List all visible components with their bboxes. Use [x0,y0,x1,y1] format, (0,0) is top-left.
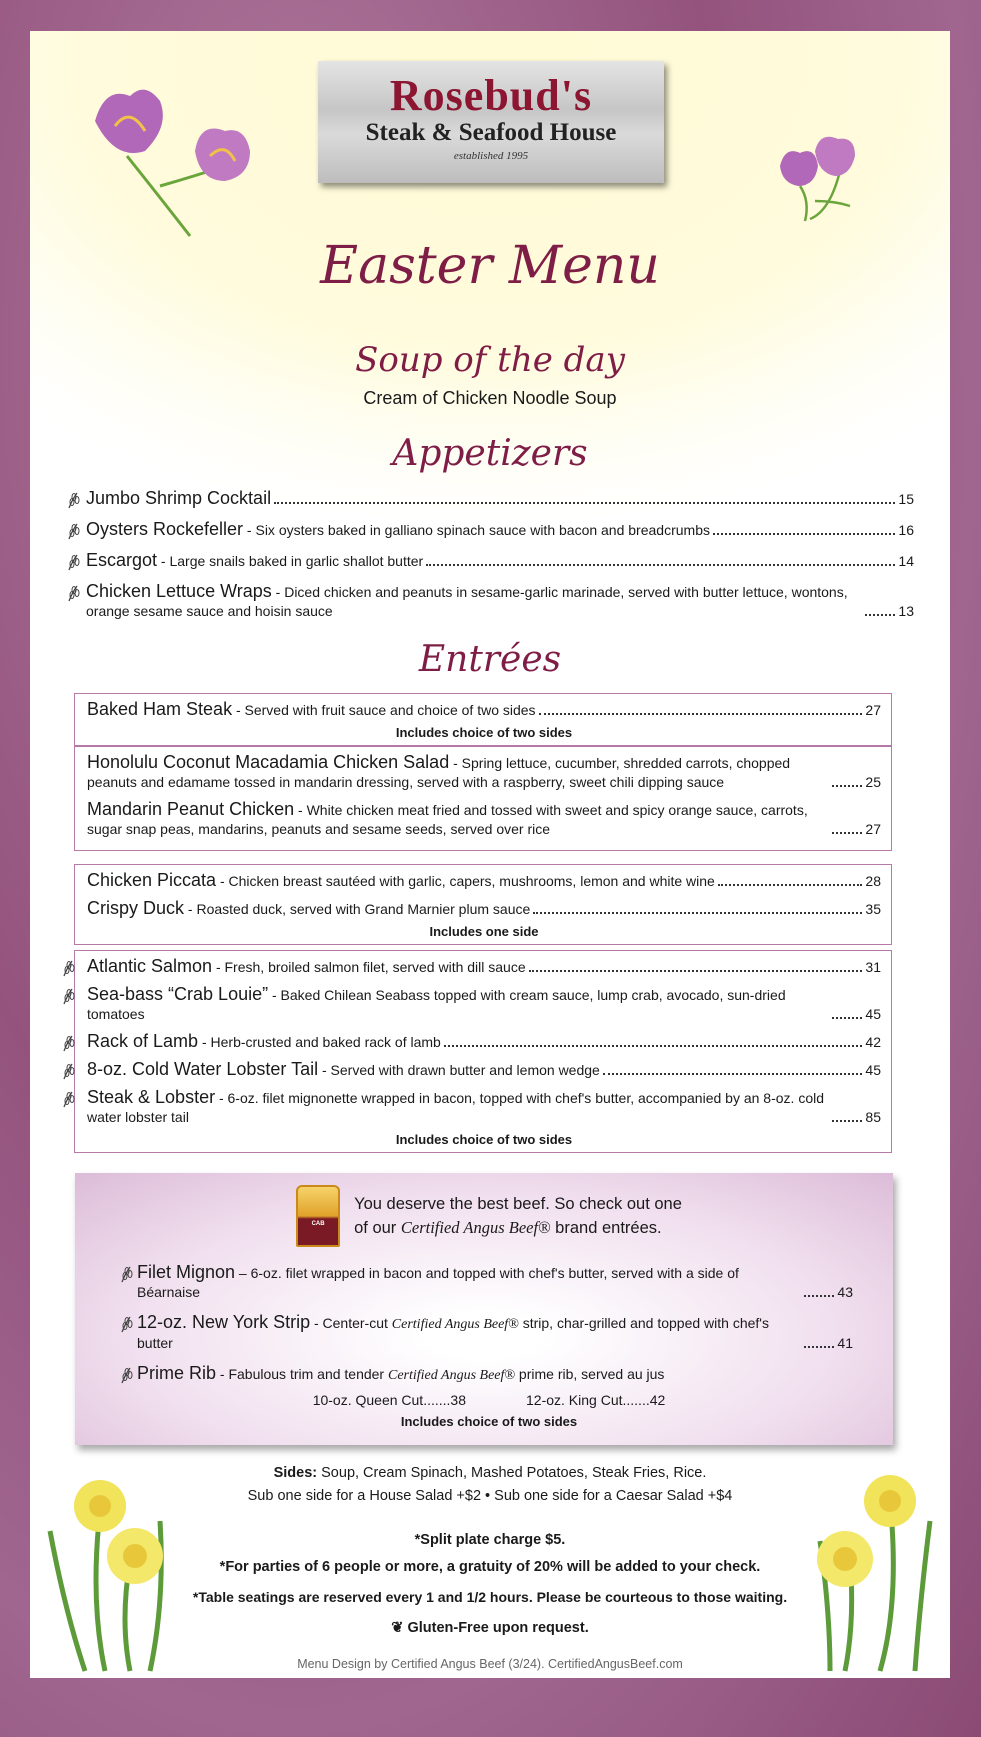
menu-item-description: prime rib, served au jus [515,1366,665,1382]
menu-item [87,1032,881,1052]
dotted-leader [832,1120,862,1122]
menu-item-description: - Spring lettuce, cucumber, shredded carrots, chopped peanuts and edamame tossed in mandarin dressing, served with a raspberry, sweet chili dipping sauce [87,755,791,790]
gluten-free-wheat-icon [66,491,80,509]
entree-group-box [74,746,892,851]
entree-group-box [74,950,892,1153]
gluten-free-wheat-icon [119,1265,133,1283]
sides-substitution: Sub one side for a House Salad +$2 • Sub one side for a Caesar Salad +$4 [247,1488,733,1504]
dotted-leader [426,564,895,566]
menu-item [87,1060,881,1080]
dotted-leader [804,1295,834,1297]
certified-angus-beef-logo: CAB [296,1185,340,1247]
menu-item-price: 13 [898,603,914,619]
menu-item-name: Honolulu Coconut Macadamia Chicken Salad [87,752,450,772]
menu-item-name: Steak & Lobster [87,1087,216,1107]
seating-note: *Table seatings are reserved every 1 and 1/2 hours. Please be courteous to those waiting. [192,1589,788,1605]
menu-item-price: 45 [865,1062,881,1078]
menu-item-text [87,871,715,891]
menu-item-text [137,1364,664,1385]
menu-item-price: 28 [865,873,881,889]
gluten-free-note: ❦ Gluten-Free upon request. [391,1620,589,1636]
menu-item-name: Prime Rib [137,1363,217,1383]
menu-item-name: Chicken Piccata [87,870,217,890]
design-credit: Menu Design by Certified Angus Beef (3/24). CertifiedAngusBeef.com [297,1657,683,1671]
gluten-free-wheat-icon [119,1315,133,1333]
menu-item [74,520,914,540]
menu-item-text [87,700,536,720]
menu-item-price: 25 [865,774,881,790]
menu-item-price: 42 [865,1034,881,1050]
menu-item [74,551,914,571]
menu-item-description: - Chicken breast sautéed with garlic, capers, mushrooms, lemon and white wine [216,873,715,889]
dotted-leader [603,1073,863,1075]
menu-item [87,700,881,720]
menu-item [87,871,881,891]
gluten-free-wheat-icon [66,584,80,602]
menu-item-text [87,957,526,977]
gluten-free-wheat-icon [61,1062,75,1080]
gluten-free-wheat-icon [61,1090,75,1108]
menu-item-description: - Six oysters baked in galliano spinach sauce with bacon and breadcrumbs [243,522,710,538]
menu-item-description: - Served with fruit sauce and choice of two sides [232,702,536,718]
menu-item-description: - Diced chicken and peanuts in sesame-garlic marinade, served with butter lettuce, wontons, orange sesame sauce and hoisin sauce [86,584,848,619]
menu-item-text [87,1088,829,1127]
dotted-leader [713,533,895,535]
dotted-leader [832,1017,862,1019]
menu-item-description: - Herb-crusted and baked rack of lamb [198,1034,441,1050]
menu-item-price: 41 [837,1335,853,1351]
menu-item-name: Baked Ham Steak [87,699,233,719]
dotted-leader [832,832,862,834]
dotted-leader [804,1346,834,1348]
menu-item-name: Atlantic Salmon [87,956,213,976]
menu-item-description: - Roasted duck, served with Grand Marnier plum sauce [184,901,531,917]
entrees-heading: Entrées [418,639,562,680]
split-plate-note: *Split plate charge $5. [414,1532,566,1548]
entree-group-note: Includes choice of two sides [395,1132,573,1147]
menu-item-text [87,1032,441,1052]
menu-item-price: 15 [898,491,914,507]
menu-item-description: - Fresh, broiled salmon filet, served with dill sauce [212,959,526,975]
menu-item-description: - Center-cut [310,1315,392,1331]
menu-item [74,582,914,621]
entree-group-box [74,693,892,746]
menu-item-text [137,1313,801,1353]
menu-item-price: 43 [837,1284,853,1300]
tulip-flowers-left [85,81,265,251]
menu-item-description: - Fabulous trim and tender [216,1366,388,1382]
menu-item-name: 8-oz. Cold Water Lobster Tail [87,1059,319,1079]
dotted-leader [444,1045,863,1047]
cab-note: Includes choice of two sides [400,1414,578,1429]
menu-item-description: Certified Angus Beef® [388,1368,516,1383]
menu-item-text [86,489,271,509]
dotted-leader [832,785,862,787]
menu-item-name: Jumbo Shrimp Cocktail [86,488,272,508]
cab-intro-line-2: of our Certified Angus Beef® brand entrées. [354,1218,662,1237]
appetizers-heading: Appetizers [392,433,588,474]
menu-item-text [87,899,530,919]
menu-item-price: 16 [898,522,914,538]
prime-rib-king-cut: 12-oz. King Cut.......42 [526,1392,666,1408]
menu-item-text [86,520,710,540]
restaurant-logo-plaque [318,61,664,183]
menu-item-description: - 6-oz. filet mignonette wrapped in bacon, topped with chef's butter, accompanied by an 8-oz. cold water lobster tail [87,1090,824,1125]
appetizers-list [74,489,914,632]
tulip-flowers-right [770,131,890,251]
menu-item [125,1263,853,1302]
menu-item-price: 85 [865,1109,881,1125]
menu-item-price: 31 [865,959,881,975]
entree-group-note: Includes one side [429,924,539,939]
menu-item-name: Crispy Duck [87,898,185,918]
menu-item-price: 27 [865,702,881,718]
soup-heading: Soup of the day [355,340,625,380]
menu-item [87,985,881,1024]
menu-item-text [87,753,829,792]
soup-item: Cream of Chicken Noodle Soup [363,388,617,408]
menu-item-description: – 6-oz. filet wrapped in bacon and topped with chef's butter, served with a side of Béarnaise [137,1265,739,1300]
sides-text: Sides: Soup, Cream Spinach, Mashed Potatoes, Steak Fries, Rice. [273,1465,707,1481]
menu-item-name: Filet Mignon [137,1262,236,1282]
menu-item-name: Sea-bass “Crab Louie” [87,984,269,1004]
menu-item-name: Mandarin Peanut Chicken [87,799,295,819]
menu-item-description: - White chicken meat fried and tossed with sweet and spicy orange sauce, carrots, sugar snap peas, mandarins, peanuts and sesame seeds, served over rice [87,802,808,837]
menu-item [125,1364,853,1385]
menu-item [87,957,881,977]
gluten-free-wheat-icon [61,987,75,1005]
menu-item [87,800,881,839]
dotted-leader [533,912,862,914]
dotted-leader [718,884,863,886]
cab-intro-line-1: You deserve the best beef. So check out one [354,1195,682,1213]
menu-item [125,1313,853,1353]
wheat-icon: ❦ [391,1620,408,1636]
menu-item-name: Rack of Lamb [87,1031,199,1051]
cab-items-list [125,1263,853,1385]
gluten-free-wheat-icon [61,959,75,977]
menu-item-text [87,1060,600,1080]
menu-item-name: Escargot [86,550,158,570]
menu-item-description: - Large snails baked in garlic shallot butter [157,553,424,569]
menu-item-text [86,582,862,621]
menu-item-name: 12-oz. New York Strip [137,1312,311,1332]
menu-item-name: Chicken Lettuce Wraps [86,581,272,601]
menu-item-name: Oysters Rockefeller [86,519,244,539]
gluten-free-wheat-icon [66,522,80,540]
menu-item-price: 27 [865,821,881,837]
dotted-leader [529,970,863,972]
dotted-leader [539,713,863,715]
menu-item-text [87,985,829,1024]
menu-item [74,489,914,509]
menu-item-price: 35 [865,901,881,917]
menu-item-text [137,1263,801,1302]
gluten-free-wheat-icon [119,1366,133,1384]
menu-item-description: strip, char-grilled and topped with chef's butter [137,1315,769,1351]
dotted-leader [274,502,895,504]
menu-item-text [86,551,423,571]
entree-group-box [74,864,892,945]
menu-item-description: - Baked Chilean Seabass topped with cream sauce, lump crab, avocado, sun-dried tomatoes [87,987,786,1022]
gluten-free-wheat-icon [61,1034,75,1052]
menu-item [87,899,881,919]
gratuity-note: *For parties of 6 people or more, a gratuity of 20% will be added to your check. [219,1559,761,1575]
menu-item-description: Certified Angus Beef® [391,1317,519,1332]
certified-angus-beef-section [75,1173,893,1445]
menu-item [87,1088,881,1127]
menu-item-description: - Served with drawn butter and lemon wedge [318,1062,600,1078]
dotted-leader [865,614,895,616]
menu-item-price: 45 [865,1006,881,1022]
entree-group-note: Includes choice of two sides [395,725,573,740]
menu-title: Easter Menu [320,236,660,296]
prime-rib-queen-cut: 10-oz. Queen Cut.......38 [312,1392,466,1408]
restaurant-name: Rosebud's [389,71,593,120]
menu-item [87,753,881,792]
restaurant-subtitle: Steak & Seafood House [365,119,617,146]
menu-panel [30,31,950,1678]
menu-item-price: 14 [898,553,914,569]
gluten-free-wheat-icon [66,553,80,571]
menu-item-text [87,800,829,839]
established-text: established 1995 [453,150,529,162]
